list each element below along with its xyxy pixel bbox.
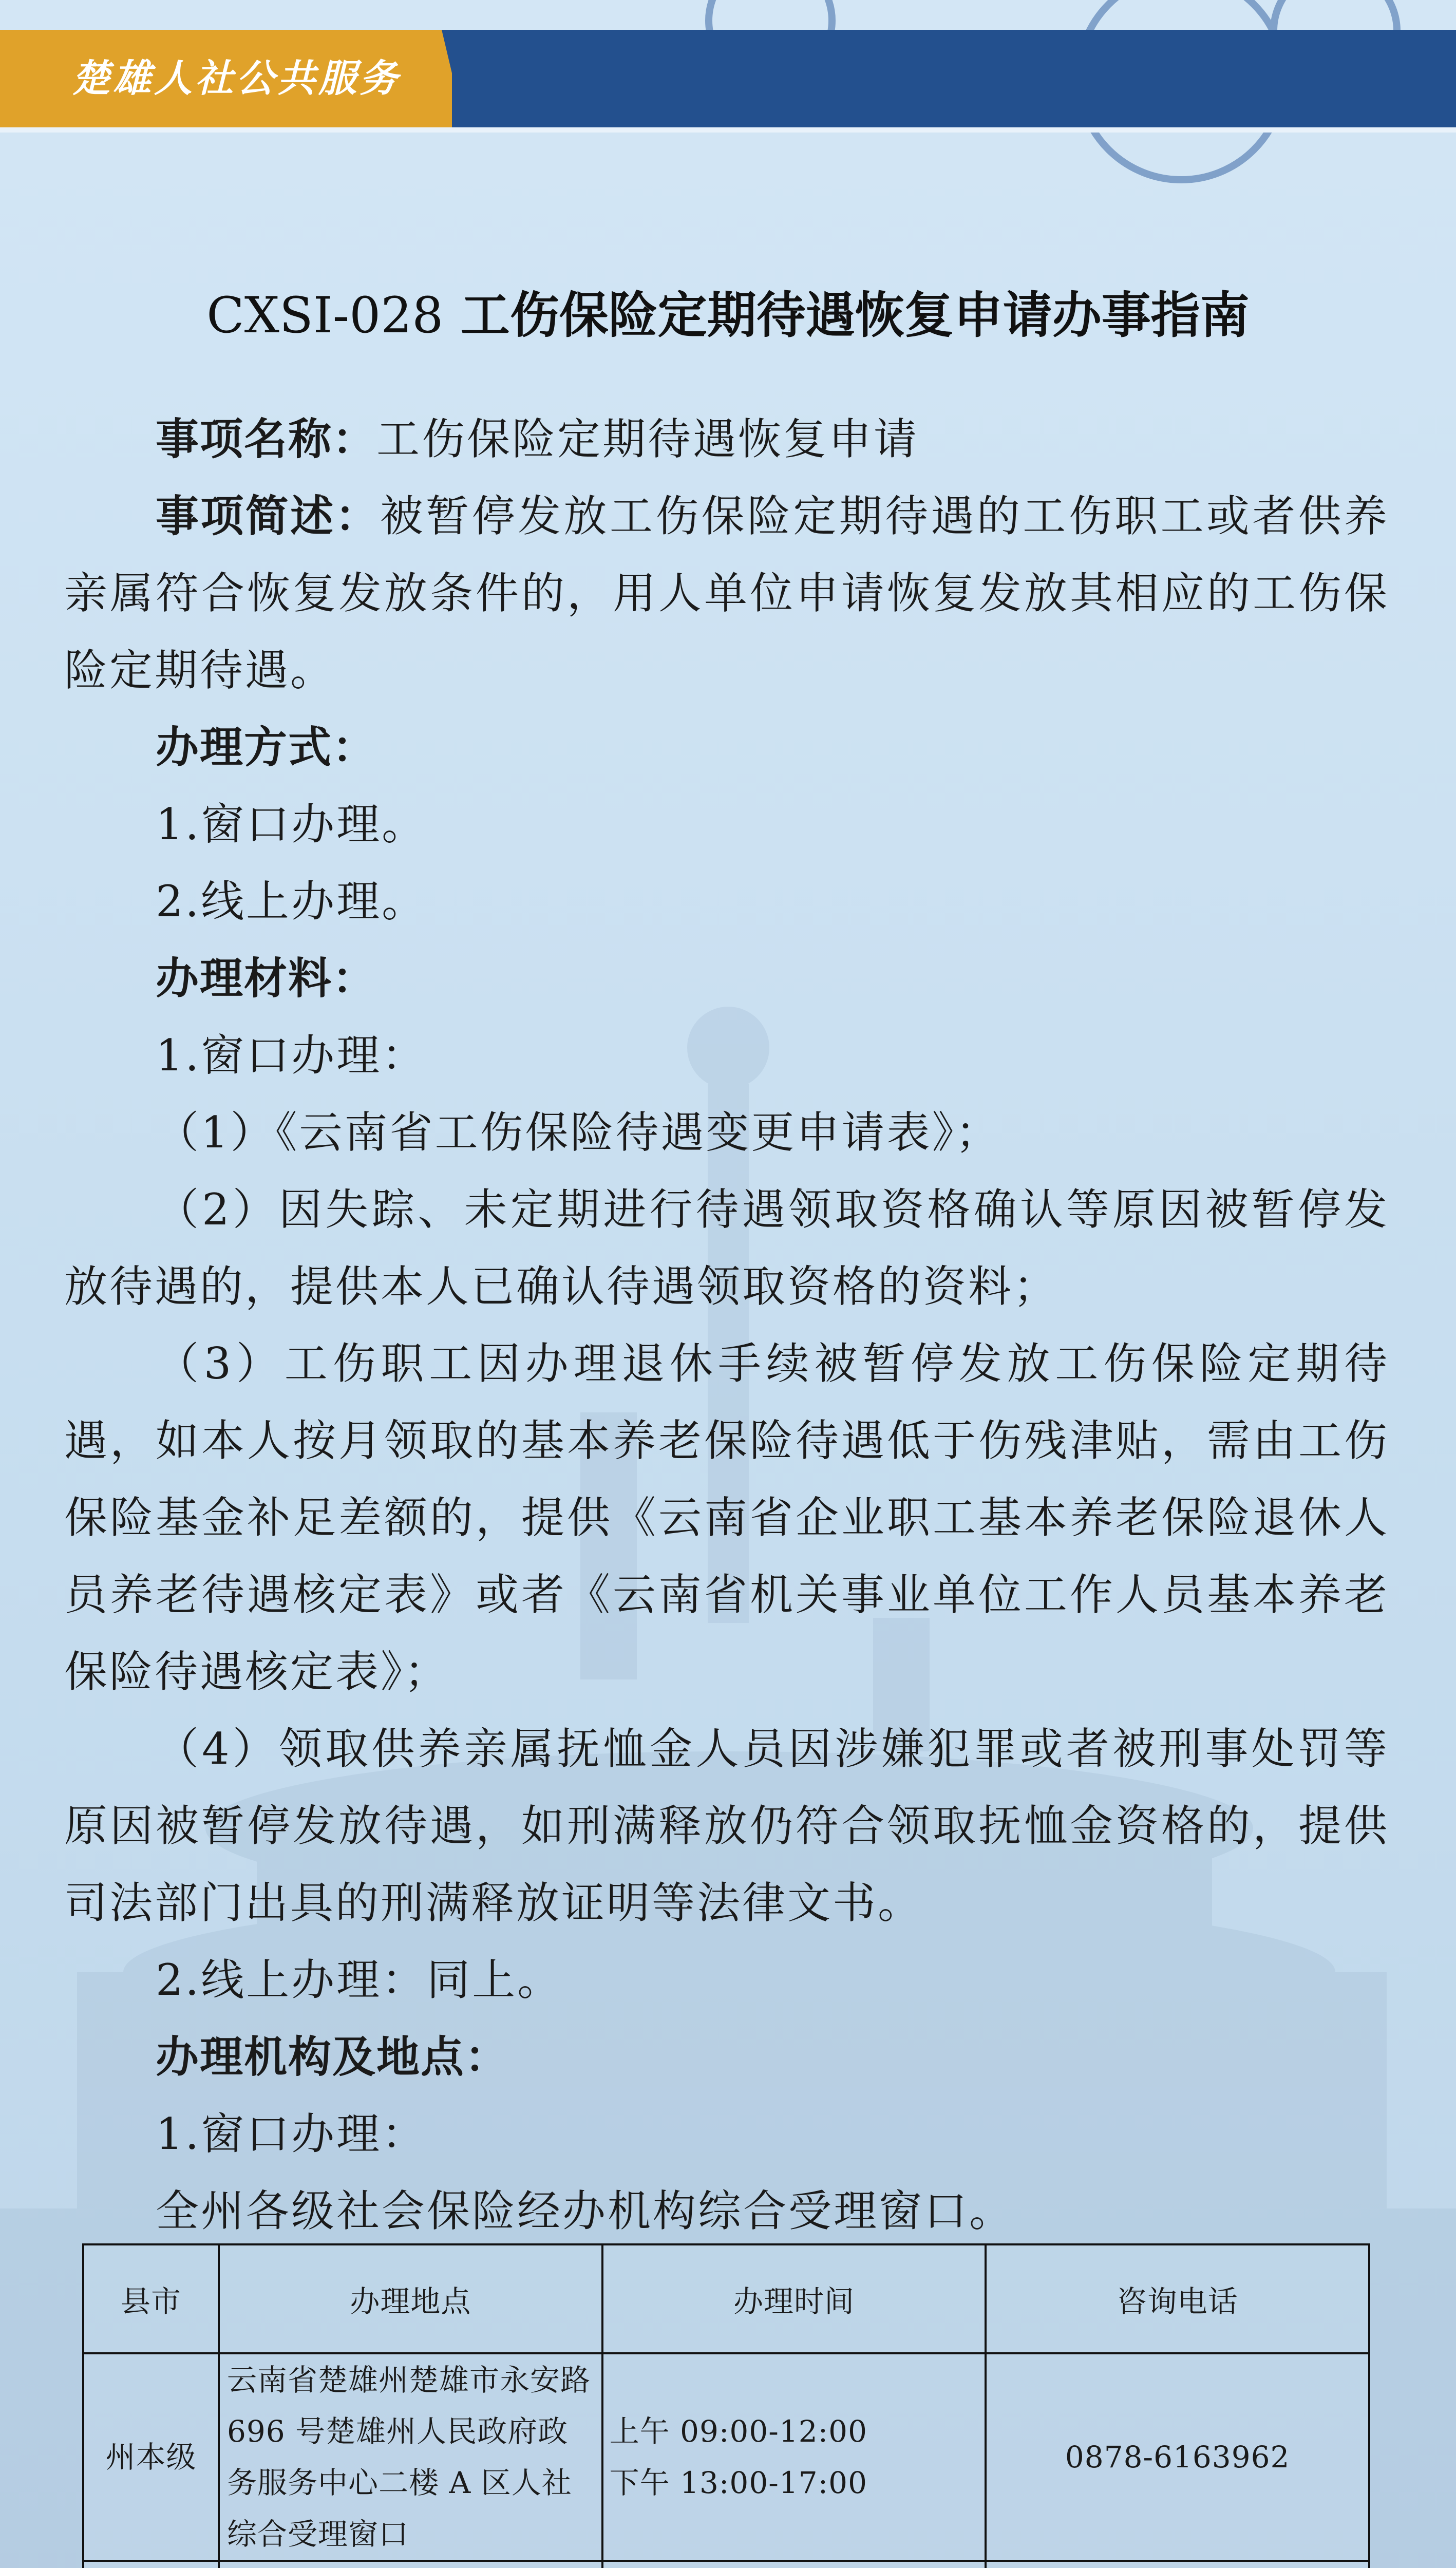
method-item: 1.窗口办理。 [156, 799, 427, 849]
locations-label: 办理机构及地点： [156, 2032, 509, 2082]
item-desc-value: 被暂停发放工伤保险定期待遇的工伤职工或者供养亲属符合恢复发放条件的，用人单位申请恢复发放其相应的工伤保险定期待遇。 [64, 491, 1389, 695]
title-code: CXSI-028 [206, 287, 444, 345]
table-header-row [83, 2244, 1369, 2353]
materials-online: 2.线上办理：同上。 [156, 1955, 563, 2005]
table-row [83, 2353, 1369, 2561]
city-cell: 州本级 [83, 2353, 219, 2561]
item-desc [64, 478, 1389, 709]
item-name [64, 401, 1389, 478]
time-pm: 下午 13:00-17:00 [609, 2465, 867, 2500]
phone-cell [986, 2561, 1369, 2568]
brand-label: 楚雄人社公共服务 [72, 56, 401, 101]
table-header-cell: 县市 [83, 2244, 219, 2353]
service-location-table [82, 2243, 1370, 2568]
location-cell [219, 2561, 602, 2568]
table-header-cell: 咨询电话 [986, 2244, 1369, 2353]
city-cell [83, 2561, 219, 2568]
table-header-cell: 办理地点 [219, 2244, 602, 2353]
phone-cell: 0878-6163962 [986, 2353, 1369, 2561]
item-name-value: 工伤保险定期待遇恢复申请 [376, 414, 919, 464]
locations-intro: 全州各级社会保险经办机构综合受理窗口。 [156, 2186, 1015, 2236]
material-item: （4）领取供养亲属抚恤金人员因涉嫌犯罪或者被刑事处罚等原因被暂停发放待遇，如刑满释放仍符合领取抚恤金资格的，提供司法部门出具的刑满释放证明等法律文书。 [64, 1724, 1389, 1928]
guide-content [64, 401, 1389, 2250]
locations-window-label: 1.窗口办理： [156, 2109, 427, 2159]
location-cell: 云南省楚雄州楚雄市永安路 696 号楚雄州人民政府政务服务中心二楼 A 区人社综合受理窗口 [219, 2353, 602, 2561]
materials-label: 办理材料： [156, 953, 377, 1004]
materials-window-label: 1.窗口办理： [156, 1030, 427, 1081]
table-row [83, 2561, 1369, 2568]
material-item: （1）《云南省工伤保险待遇变更申请表》； [156, 1107, 1001, 1158]
time-am: 上午 09:00-12:00 [609, 2414, 867, 2449]
item-desc-label: 事项简述： [156, 491, 380, 541]
time-cell [602, 2561, 986, 2568]
methods-label: 办理方式： [156, 722, 377, 772]
title-text: 工伤保险定期待遇恢复申请办事指南 [460, 286, 1250, 345]
material-item: （3）工伤职工因办理退休手续被暂停发放工伤保险定期待遇，如本人按月领取的基本养老保险待遇低于伤残津贴，需由工伤保险基金补足差额的，提供《云南省企业职工基本养老保险退休人员养老待遇核定表》或者《云南省机关事业单位工作人员基本养老保险待遇核定表》； [64, 1338, 1389, 1697]
table-header-cell: 办理时间 [602, 2244, 986, 2353]
time-cell [602, 2353, 986, 2561]
item-name-label: 事项名称： [156, 414, 377, 464]
page-title [0, 274, 1456, 356]
method-item: 2.线上办理。 [156, 876, 427, 927]
material-item: （2）因失踪、未定期进行待遇领取资格确认等原因被暂停发放待遇的，提供本人已确认待遇领取资格的资料； [64, 1184, 1389, 1312]
